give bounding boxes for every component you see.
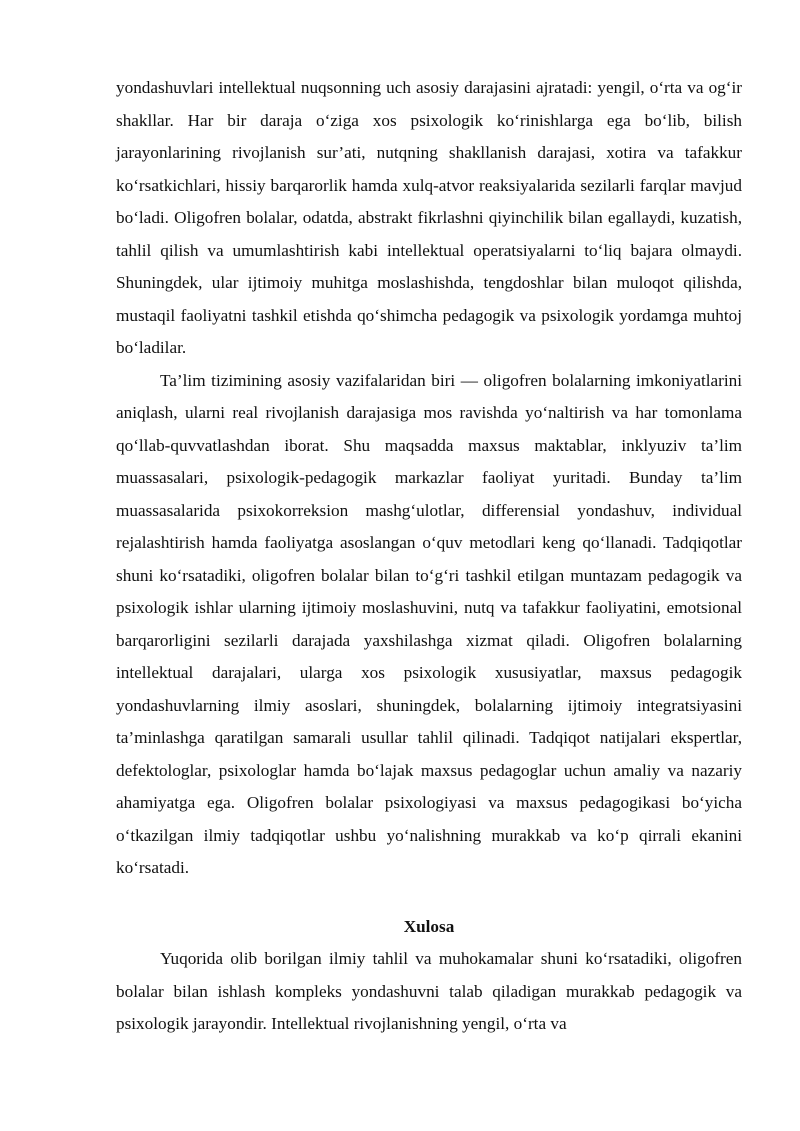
paragraph-conclusion: Yuqorida olib borilgan ilmiy tahlil va muhokamalar shuni ko‘rsatadiki, oligofren bolalar bilan ishlash kompleks yondashuvni talab qiladigan murakkab pedagogik va psixologik jarayondir. Intellektual rivojlanishning yengil, o‘rta va: [116, 949, 742, 1033]
section-heading: Xulosa: [403, 916, 455, 936]
paragraph-education-system: Ta’lim tizimining asosiy vazifalaridan biri — oligofren bolalarning imkoniyatlarini aniqlash, ularni real rivojlanish darajasiga mos ravishda yo‘naltirish va har tomonlama qo‘llab-quvvatlashdan iborat. Shu maqsadda maxsus maktablar, inklyuziv ta’lim muassasalari, psixologik-pedagogik markazlar faoliyat yuritadi. Bunday ta’lim muassasalarida psixokorreksion mashg‘ulotlar, differensial yondashuv, individual rejalashtirish hamda faoliyatga asoslangan o‘quv metodlari keng qo‘llanadi. Tadqiqotlar shuni ko‘rsatadiki, oligofren bolalar bilan to‘g‘ri tashkil etilgan muntazam pedagogik va psixologik ishlar ularning ijtimoiy moslashuvini, nutq va tafakkur faoliyatini, emotsional barqarorligini sezilarli darajada yaxshilashga xizmat qiladi. Oligofren bolalarning intellektual darajalari, ularga xos psixologik xususiyatlar, maxsus pedagogik yondashuvlarning ilmiy asoslari, shuningdek, bolalarning ijtimoiy integratsiyasini ta’minlashga qaratilgan samarali usullar tahlil qilinadi. Tadqiqot natijalari ekspertlar, defektologlar, psixologlar hamda bo‘lajak maxsus pedagoglar uchun amaliy va nazariy ahamiyatga ega. Oligofren bolalar psixologiyasi va maxsus pedagogikasi bo‘yicha o‘tkazilgan ilmiy tadqiqotlar ushbu yo‘nalishning murakkab va ko‘p qirrali ekanini ko‘rsatadi.: [116, 370, 742, 877]
paragraph-continued: yondashuvlari intellektual nuqsonning uch asosiy darajasini ajratadi: yengil, o‘rta va og‘ir shakllar. Har bir daraja o‘ziga xos psixologik ko‘rinishlarga ega bo‘lib, bilish jarayonlarining rivojlanish sur’ati, nutqning shakllanish darajasi, xotira va tafakkur ko‘rsatkichlari, hissiy barqarorlik hamda xulq-atvor reaksiyalarida sezilarli farqlar mavjud bo‘ladi. Oligofren bolalar, odatda, abstrakt fikrlashni qiyinchilik bilan egallaydi, kuzatish, tahlil qilish va umumlashtirish kabi intellektual operatsiyalarni to‘liq bajara olmaydi. Shuningdek, ular ijtimoiy muhitga moslashishda, tengdoshlar bilan muloqot qilishda, mustaqil faoliyatni tashkil etishda qo‘shimcha pedagogik va psixologik yordamga muhtoj bo‘ladilar.: [116, 78, 742, 357]
document-body: [116, 72, 742, 1041]
